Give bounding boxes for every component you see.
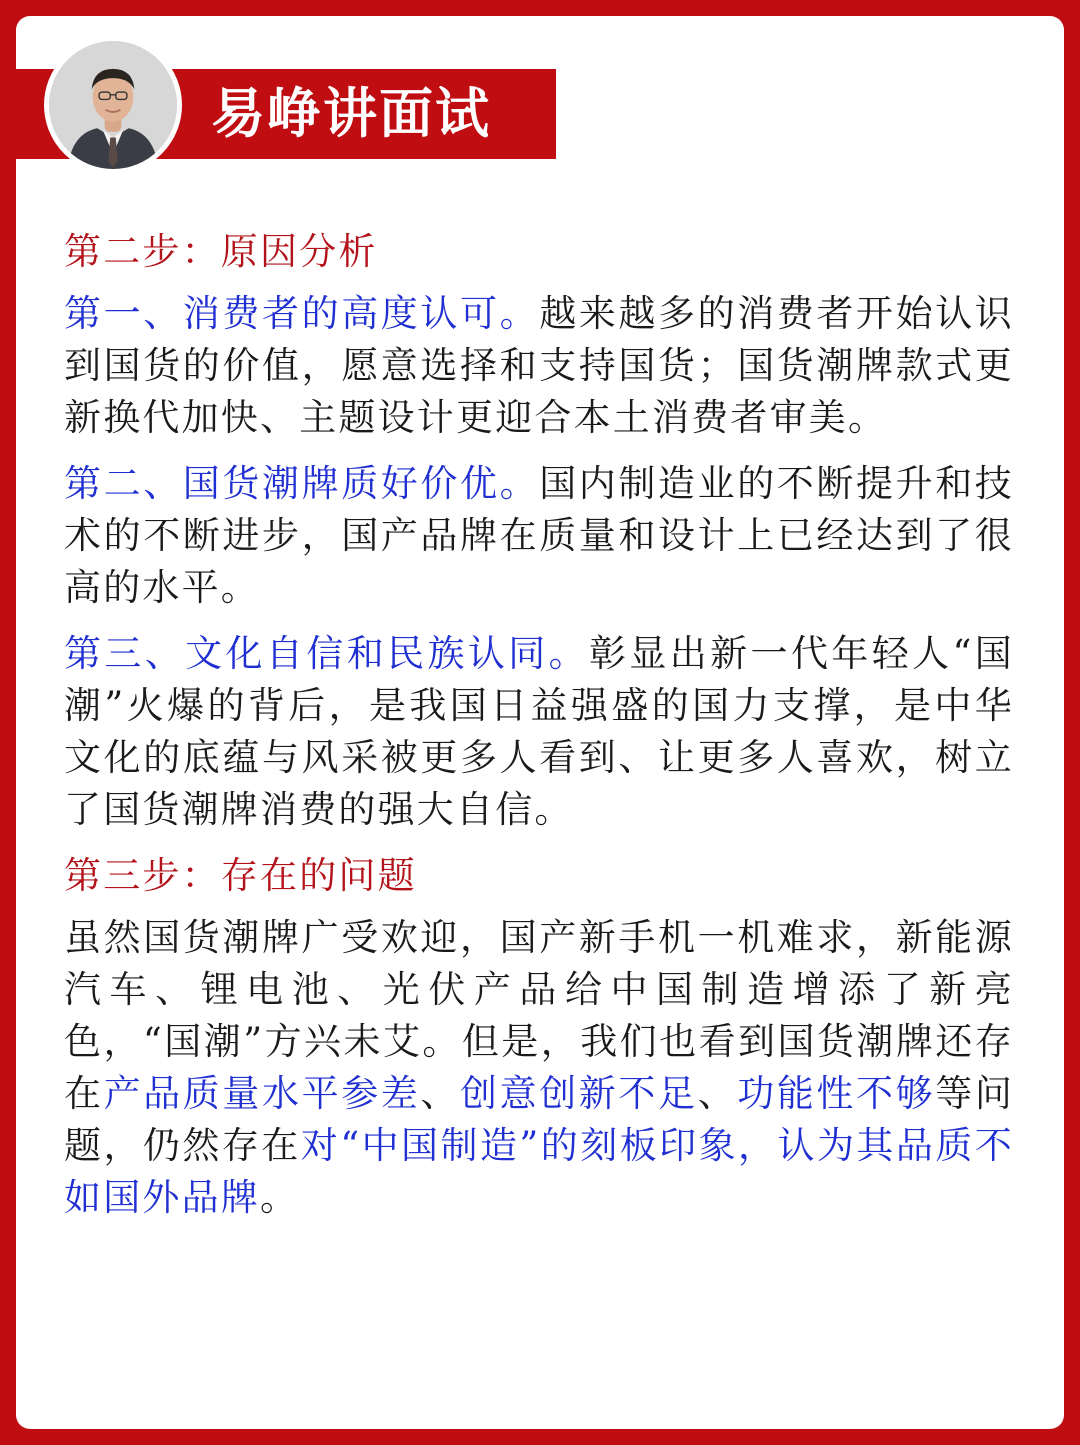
problem-highlight-quality: 产品质量水平参差 xyxy=(103,1072,421,1115)
reason-body-2: 国内制造业的不断提升和技术的不断进步，国产品牌在质量和设计上已经达到了很高的水平。 xyxy=(64,462,1014,609)
reason-paragraph-1 xyxy=(64,288,1014,444)
reason-body-1: 越来越多的消费者开始认识到国货的价值，愿意选择和支持国货；国货潮牌款式更新换代加快、主题设计更迎合本土消费者审美。 xyxy=(64,292,1014,439)
reason-lead-1: 第一、消费者的高度认可。 xyxy=(64,292,540,335)
reason-lead-3: 第三、文化自信和民族认同。 xyxy=(64,632,590,675)
problems-text-1: 虽然国货潮牌广受欢迎，国产新手机一机难求，新能源汽车、锂电池、光伏产品给中国制造增添了新亮色，“国潮”方兴未艾。但是，我们也看到国货潮牌还存在 xyxy=(64,916,1014,1115)
content-card xyxy=(16,16,1064,1429)
header-title: 易峥讲面试 xyxy=(211,82,491,145)
problems-paragraph xyxy=(64,912,1014,1224)
reason-lead-2: 第二、国货潮牌质好价优。 xyxy=(64,462,540,505)
problems-separator-1: 、 xyxy=(420,1072,461,1115)
section-heading-reasons: 第二步：原因分析 xyxy=(64,230,378,273)
reason-paragraph-3 xyxy=(64,628,1014,836)
problems-separator-2: 、 xyxy=(697,1072,738,1115)
problem-highlight-stereotype: 对“中国制造”的刻板印象，认为其品质不如国外品牌 xyxy=(64,1124,1014,1219)
problems-text-end: 。 xyxy=(260,1176,300,1219)
problem-highlight-innovation: 创意创新不足 xyxy=(460,1072,698,1115)
problem-highlight-function: 功能性不够 xyxy=(737,1072,936,1115)
reason-body-3: 彰显出新一代年轻人“国潮”火爆的背后，是我国日益强盛的国力支撑，是中华文化的底蕴与风采被更多人看到、让更多人喜欢，树立了国货潮牌消费的强大自信。 xyxy=(64,632,1014,831)
section-heading-problems: 第三步：存在的问题 xyxy=(64,854,417,897)
avatar xyxy=(44,36,182,174)
article-body xyxy=(64,226,1014,1238)
reason-paragraph-2 xyxy=(64,458,1014,614)
avatar-portrait-icon xyxy=(49,41,177,169)
problems-text-2: 等问题，仍然存在 xyxy=(64,1072,1015,1167)
